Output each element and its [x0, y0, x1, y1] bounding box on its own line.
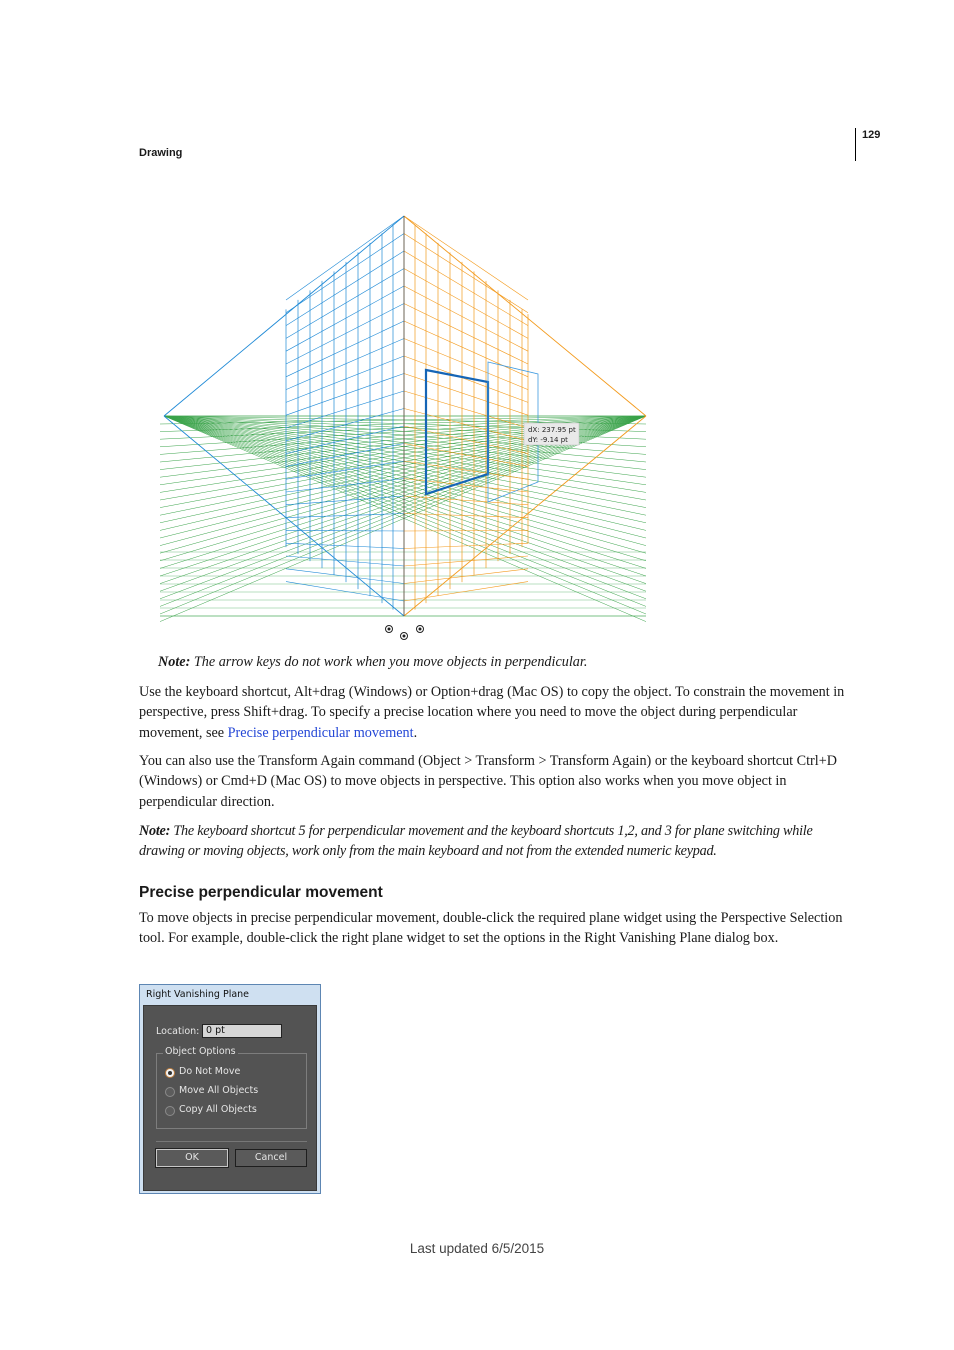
section-paragraph: To move objects in precise perpendicular movement, double-click the required plane widget using the Perspective Selection tool. For example, double-click the right plane widget to set the options in the Right Vanishing Plane dialog box. [139, 910, 843, 947]
grid-line [286, 234, 404, 313]
drag-tooltip [524, 423, 579, 445]
header-divider [855, 128, 856, 161]
grid-line [286, 304, 404, 365]
paragraph-copy-object: Use the keyboard shortcut, Alt+drag (Windows) or Option+drag (Mac OS) to copy the object. To constrain the movement in perspective, press Shift+drag. To specify a precise location where you need to move the object during perpendicular movement, see Precise perpendicular movement. [139, 684, 845, 741]
link-precise-perpendicular-movement[interactable]: Precise perpendicular movement [227, 724, 414, 741]
location-input[interactable]: 0 pt [202, 1024, 282, 1038]
grid-line [286, 514, 404, 518]
perspective-grid-illustration [158, 212, 650, 644]
grid-line [404, 582, 528, 601]
grid-line [286, 530, 404, 531]
right-vanishing-plane-dialog [139, 984, 321, 1194]
radio-copy-all-objects[interactable] [165, 1106, 175, 1116]
object-options-label: Object Options [165, 1046, 236, 1057]
option-copy-all-objects-label: Copy All Objects [179, 1104, 257, 1115]
object-options-group [156, 1046, 307, 1129]
grid-line [286, 391, 404, 428]
header-section-title: Drawing [139, 147, 183, 159]
grid-line [404, 321, 528, 377]
grid-line [286, 543, 404, 548]
tooltip-dx: dX: 237.95 pt [528, 426, 576, 434]
grid-line [286, 339, 404, 390]
grid-line [404, 391, 528, 428]
radio-move-all-objects[interactable] [165, 1087, 175, 1097]
ground-grid [160, 416, 646, 622]
note-keyboard-shortcuts: Note: The keyboard shortcut 5 for perpendicular movement and the keyboard shortcuts 1,2, and 3 for plane switching while drawing or moving objects, work only from the main keyboard and not from the extended numeric keypad. [139, 823, 813, 860]
grid-line [404, 286, 528, 351]
grid-line [404, 416, 646, 616]
radio-do-not-move[interactable] [165, 1068, 175, 1078]
grid-line [404, 216, 528, 300]
grid-line [404, 234, 528, 313]
option-do-not-move-label: Do Not Move [179, 1066, 241, 1077]
grid-line [404, 304, 528, 365]
grid-line [286, 582, 404, 601]
paragraph-transform-again: You can also use the Transform Again command (Object > Transform > Transform Again) or the keyboard shortcut Ctrl+D (Windows) or Cmd+D (Mac OS) to move objects in perspective. This option also works when you move object in perpendicular direction. [139, 753, 837, 810]
grid-line [404, 543, 528, 548]
dialog-separator [156, 1141, 307, 1142]
grid-line [286, 251, 404, 326]
grid-line [286, 374, 404, 416]
dialog-body [143, 1005, 317, 1191]
ok-button[interactable]: OK [156, 1149, 228, 1167]
footer-last-updated: Last updated 6/5/2015 [409, 1241, 545, 1256]
tooltip-dy: dY: -9.14 pt [528, 436, 568, 444]
option-move-all-objects-label: Move All Objects [179, 1085, 259, 1096]
grid-line [286, 461, 404, 479]
grid-line [404, 251, 528, 326]
section-heading: Precise perpendicular movement [139, 884, 383, 901]
note-arrow-keys: Note: The arrow keys do not work when you move objects in perpendicular. [158, 654, 588, 670]
page-number: 129 [862, 129, 881, 141]
grid-line [286, 216, 404, 300]
grid-line [286, 286, 404, 351]
dialog-title: Right Vanishing Plane [146, 989, 250, 1000]
grid-line [404, 374, 528, 416]
grid-line [404, 356, 528, 402]
plane-switching-widget[interactable] [386, 626, 424, 640]
grid-line [286, 321, 404, 377]
grid-line [286, 269, 404, 339]
grid-line [404, 339, 528, 390]
grid-line [286, 356, 404, 402]
cancel-button[interactable]: Cancel [235, 1149, 307, 1167]
location-label: Location: [156, 1026, 200, 1037]
